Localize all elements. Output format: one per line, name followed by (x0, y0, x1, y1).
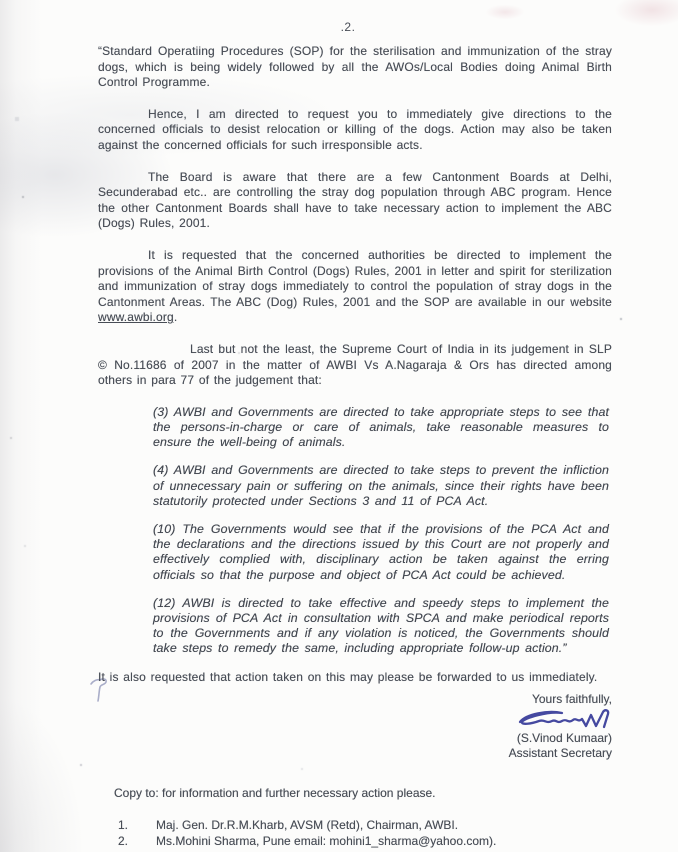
paper-specks (0, 0, 2, 2)
recipient-text: Maj. Gen. Dr.R.M.Kharb, AVSM (Retd), Chairman, AWBI. (156, 818, 459, 833)
paragraph-abc-rules-text: It is requested that the concerned authorities be directed to implement the provisions of the Animal Birth Control (Dogs) Rules, 2001 in letter and spirit for sterilization and immunization of stray dogs immediately to control the population of stray dogs in the Cantonment Areas. The ABC (Dog) Rules, 2001 and the SOP are available in our website (98, 247, 612, 309)
recipient-number: 1. (118, 818, 129, 833)
paragraph-board-aware: The Board is aware that there are a few Cantonment Boards at Delhi, Secunderabad etc.. are controlling the stray dog population through ABC program. Hence the other Cantonment Boards shall have to take necessary action to implement the ABC (Dogs) Rules, 2001. (98, 169, 612, 231)
court-direction-10: (10) The Governments would see that if the provisions of the PCA Act and the declarations and the directions issued by this Court are not properly and effectively complied with, disciplinary action be taken against the erring officials so that the purpose and object of PCA Act could be achieved. (153, 521, 609, 582)
page-number: .2. (340, 20, 356, 34)
court-direction-3: (3) AWBI and Governments are directed to take appropriate steps to see that the persons-in-charge or care of animals, take reasonable measures to ensure the well-being of animals. (153, 404, 609, 450)
closing-request: It is also requested that action taken on this may please be forwarded to us immediately. (98, 669, 598, 684)
copy-recipients-list (118, 817, 612, 849)
recipient-row (118, 833, 612, 849)
paragraph-hence-request: Hence, I am directed to request you to immediately give directions to the concerned officials to desist relocation or killing of the dogs. Action may also be taken against the concerned officials for such irresponsible acts. (98, 106, 612, 152)
court-direction-4: (4) AWBI and Governments are directed to take steps to prevent the infliction of unnecessary pain or suffering on the animals, since their rights have been statutorily protected under Sections 3 and 11 of PCA Act. (153, 463, 609, 508)
paragraph-sop-quote: “Standard Operatiing Procedures (SOP) for the sterilisation and immunization of the stray dogs, which is being widely followed by all the AWOs/Local Bodies doing Animal Birth Control Programme. (98, 44, 612, 90)
recipient-row (118, 817, 612, 833)
signatory-name: (S.Vinod Kumaar) (516, 730, 612, 745)
paragraph-abc-rules-period: . (173, 310, 178, 325)
copy-to-line: Copy to: for information and further necessary action please. (114, 785, 436, 800)
court-direction-12: (12) AWBI is directed to take effective and speedy steps to implement the provisions of PCA Act in consultation with SPCA and make periodical reports to the Governments and if any violation is noticed, the Governments should take steps to remedy the same, including appropriate follow-up action.” (153, 595, 609, 656)
letter-content (98, 20, 612, 849)
valediction: Yours faithfully, (531, 692, 612, 707)
paragraph-supreme-court: Last but not the least, the Supreme Court of India in its judgement in SLP © No.11686 of 2007 in the matter of AWBI Vs A.Nagaraja & Ors has directed among others in para 77 of the judgement that: (98, 341, 612, 388)
signature-block (442, 692, 612, 762)
signatory-title: Assistant Secretary (508, 746, 612, 761)
recipient-number: 2. (118, 834, 129, 849)
recipient-text: Ms.Mohini Sharma, Pune email: mohini1_sharma@yahoo.com). (156, 834, 497, 849)
website-link: www.awbi.org (98, 310, 174, 325)
paragraph-abc-rules (98, 248, 612, 326)
